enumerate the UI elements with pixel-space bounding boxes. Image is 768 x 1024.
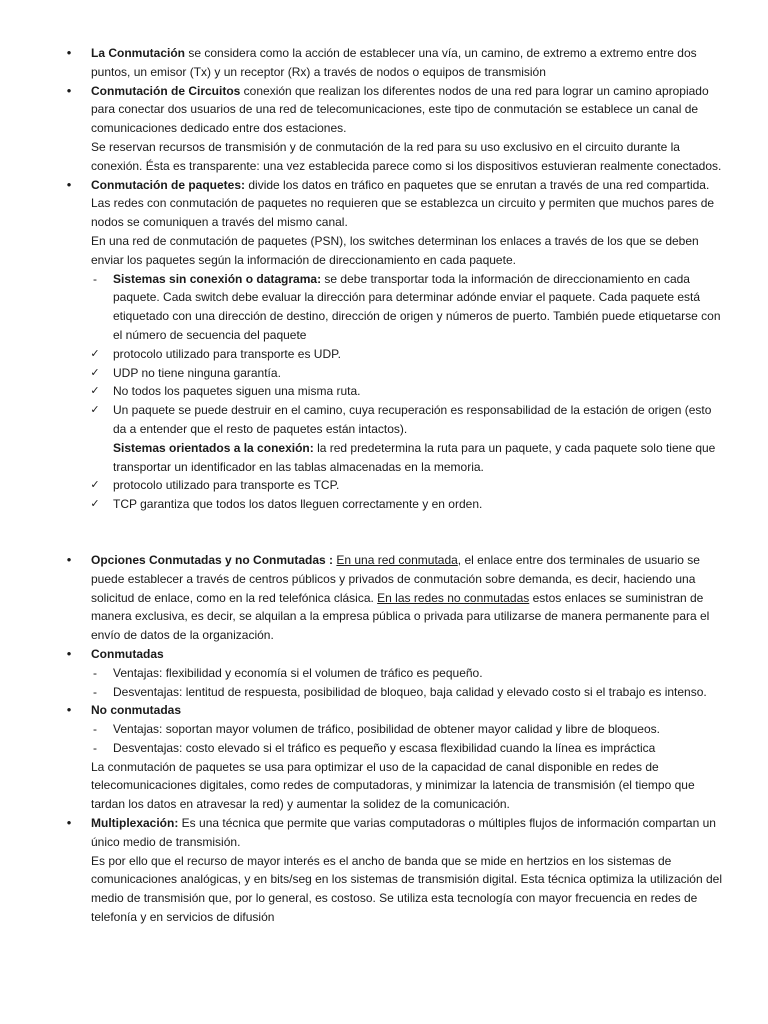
term-conmutacion: La Conmutación — [91, 46, 186, 60]
dash-item-ventajas-no-conmutadas — [0, 720, 728, 739]
check-item-tcp-garantia — [0, 495, 728, 514]
text-circuitos: conexión que realizan los diferentes nodos de una red para lograr un camino apropiado para conectar dos usuarios de una red de telecomunicaciones, este tipo de conmutación se establece un canal de comunicaciones dedicado entre dos estaciones. — [91, 83, 709, 136]
bullet-marker: • — [66, 702, 72, 718]
check-item-udp-protocolo — [0, 345, 728, 364]
term-datagrama: Sistemas sin conexión o datagrama: — [113, 271, 322, 286]
text-opciones-1: , el enlace entre dos terminales de usuario se puede establecer a través de centros públicos y privados de conmutación sobre demanda, es decir, haciendo una solicitud de enlace, como en la red telefónica clásica. — [91, 552, 700, 605]
bullet-marker: • — [66, 45, 72, 60]
term-no-conmutadas: No conmutadas — [91, 703, 182, 718]
term-conmutadas: Conmutadas — [91, 646, 164, 661]
text-datagrama: se debe transportar toda la información de direccionamiento en cada paquete. Cada switch debe evaluar la dirección para determinar adónde enviar el paquete. Cada paquete está etiquetado con una dirección de destino, dirección de origen y números de puerto. También puede etiquetarse con el número de secuencia del paquete — [113, 271, 721, 342]
dash-marker: - — [93, 740, 97, 755]
check-icon: ✓ — [90, 384, 100, 398]
check-icon: ✓ — [90, 365, 100, 379]
term-opciones: Opciones Conmutadas y no Conmutadas : — [91, 552, 334, 567]
text-orientados: la red predetermina la ruta para un paquete, y cada paquete solo tiene que transportar un identificador en las tablas almacenadas en la memoria. — [113, 440, 716, 474]
dash-text: Desventajas: costo elevado si el tráfico es pequeño y escasa flexibilidad cuando la línea es impráctica — [113, 740, 656, 755]
check-icon: ✓ — [90, 403, 100, 417]
term-multiplexacion: Multiplexación: — [91, 816, 179, 831]
text-opciones-2: estos enlaces se suministran de manera exclusiva, es decir, se alquilan a la empresa pública o privada para utilizarse de manera permanente para el envío de datos de la organización. — [91, 590, 710, 643]
bullet-paquetes — [0, 176, 728, 232]
bullet-conmutacion — [0, 44, 728, 82]
dash-item-desventajas-conmutadas — [0, 683, 728, 702]
bullet-multiplexacion — [0, 814, 728, 852]
text-multiplexacion: Es una técnica que permite que varias computadoras o múltiples flujos de información compartan un único medio de transmisión. — [91, 816, 716, 849]
bullet-circuitos — [0, 82, 728, 138]
dash-marker: - — [93, 722, 97, 737]
dash-marker: - — [93, 665, 97, 680]
dash-item-desventajas-no-conmutadas — [0, 739, 728, 758]
check-item-tcp-protocolo — [0, 476, 728, 495]
paragraph-orientados-conexion — [0, 439, 728, 477]
dash-text: Ventajas: soportan mayor volumen de tráfico, posibilidad de obtener mayor calidad y libre de bloqueos. — [113, 722, 660, 737]
check-text: TCP garantiza que todos los datos lleguen correctamente y en orden. — [113, 497, 483, 512]
term-circuitos: Conmutación de Circuitos — [91, 83, 241, 98]
paragraph-ancho-de-banda: Es por ello que el recurso de mayor interés es el ancho de banda que se mide en hertzios en los sistemas de comunicaciones analógicas, y en bits/seg en los sistemas de transmisión digital. Esta técnica optimiza la utilización del medio de transmisión que, por lo general, es costoso. Se utiliza esta tecnología con mayor frecuencia en redes de telefonía y en servicios de difusión — [91, 853, 722, 925]
dash-text: Desventajas: lentitud de respuesta, posibilidad de bloqueo, baja calidad y elevado costo si el trabajo es intenso. — [113, 684, 707, 699]
bullet-opciones — [0, 551, 728, 645]
dash-text: Ventajas: flexibilidad y economía si el volumen de tráfico es pequeño. — [113, 665, 483, 680]
dash-marker: - — [93, 271, 97, 286]
bullet-marker: • — [66, 176, 72, 192]
check-text: protocolo utilizado para transporte es UDP. — [113, 346, 341, 361]
paragraph-circuitos-recursos: Se reservan recursos de transmisión y de conmutación de la red para su uso exclusivo en el circuito durante la conexión. Ésta es transparente: una vez establecida parece como si los dispositivos estuvieran realmente conectados. — [91, 139, 722, 173]
check-text: protocolo utilizado para transporte es TCP. — [113, 478, 340, 493]
bullet-no-conmutadas — [0, 701, 728, 720]
text-conmutacion: se considera como la acción de establecer una vía, un camino, de extremo a extremo entre dos puntos, un emisor (Tx) y un receptor (Rx) a través de nodos o equipos de transmisión — [91, 46, 697, 79]
bullet-marker: • — [66, 645, 72, 661]
check-icon: ✓ — [90, 346, 100, 360]
dash-item-ventajas-conmutadas — [0, 664, 728, 683]
check-icon: ✓ — [90, 497, 100, 511]
check-text: No todos los paquetes siguen una misma ruta. — [113, 384, 361, 399]
term-orientados: Sistemas orientados a la conexión: — [113, 440, 314, 455]
bullet-marker: • — [66, 815, 72, 831]
bullet-conmutadas — [0, 645, 728, 664]
dash-marker: - — [93, 684, 97, 699]
check-text: Un paquete se puede destruir en el camino, cuya recuperación es responsabilidad de la estación de origen (esto da a entender que el resto de paquetes están intactos). — [113, 403, 712, 436]
text-paquetes: divide los datos en tráfico en paquetes que se enrutan a través de una red compartida. Las redes con conmutación de paquetes no requieren que se establezca un circuito y permiten que muchos pares de nodos se comuniquen a través del mismo canal. — [91, 177, 715, 230]
check-icon: ✓ — [90, 478, 100, 492]
bullet-marker: • — [66, 551, 72, 567]
check-item-ruta — [0, 382, 728, 401]
check-text: UDP no tiene ninguna garantía. — [113, 365, 281, 380]
term-paquetes: Conmutación de paquetes: — [91, 177, 246, 192]
paragraph-psn: En una red de conmutación de paquetes (PSN), los switches determinan los enlaces a través de los que se deben enviar los paquetes según la información de direccionamiento en cada paquete. — [91, 233, 699, 267]
dash-item-datagrama — [0, 270, 728, 345]
check-item-udp-garantia — [0, 364, 728, 383]
check-item-destruir — [0, 401, 728, 439]
underlined-red-conmutada: En una red conmutada — [336, 552, 458, 567]
spacer — [0, 514, 728, 551]
paragraph-optimizar: La conmutación de paquetes se usa para optimizar el uso de la capacidad de canal disponible en redes de telecomunicaciones digitales, como redes de computadoras, y minimizar la latencia de transmisión (el tiempo que tardan los datos en atravesar la red) y aumentar la solidez de la comunicación. — [91, 759, 695, 812]
bullet-marker: • — [66, 82, 72, 98]
underlined-redes-no-conmutadas: En las redes no conmutadas — [377, 590, 530, 605]
